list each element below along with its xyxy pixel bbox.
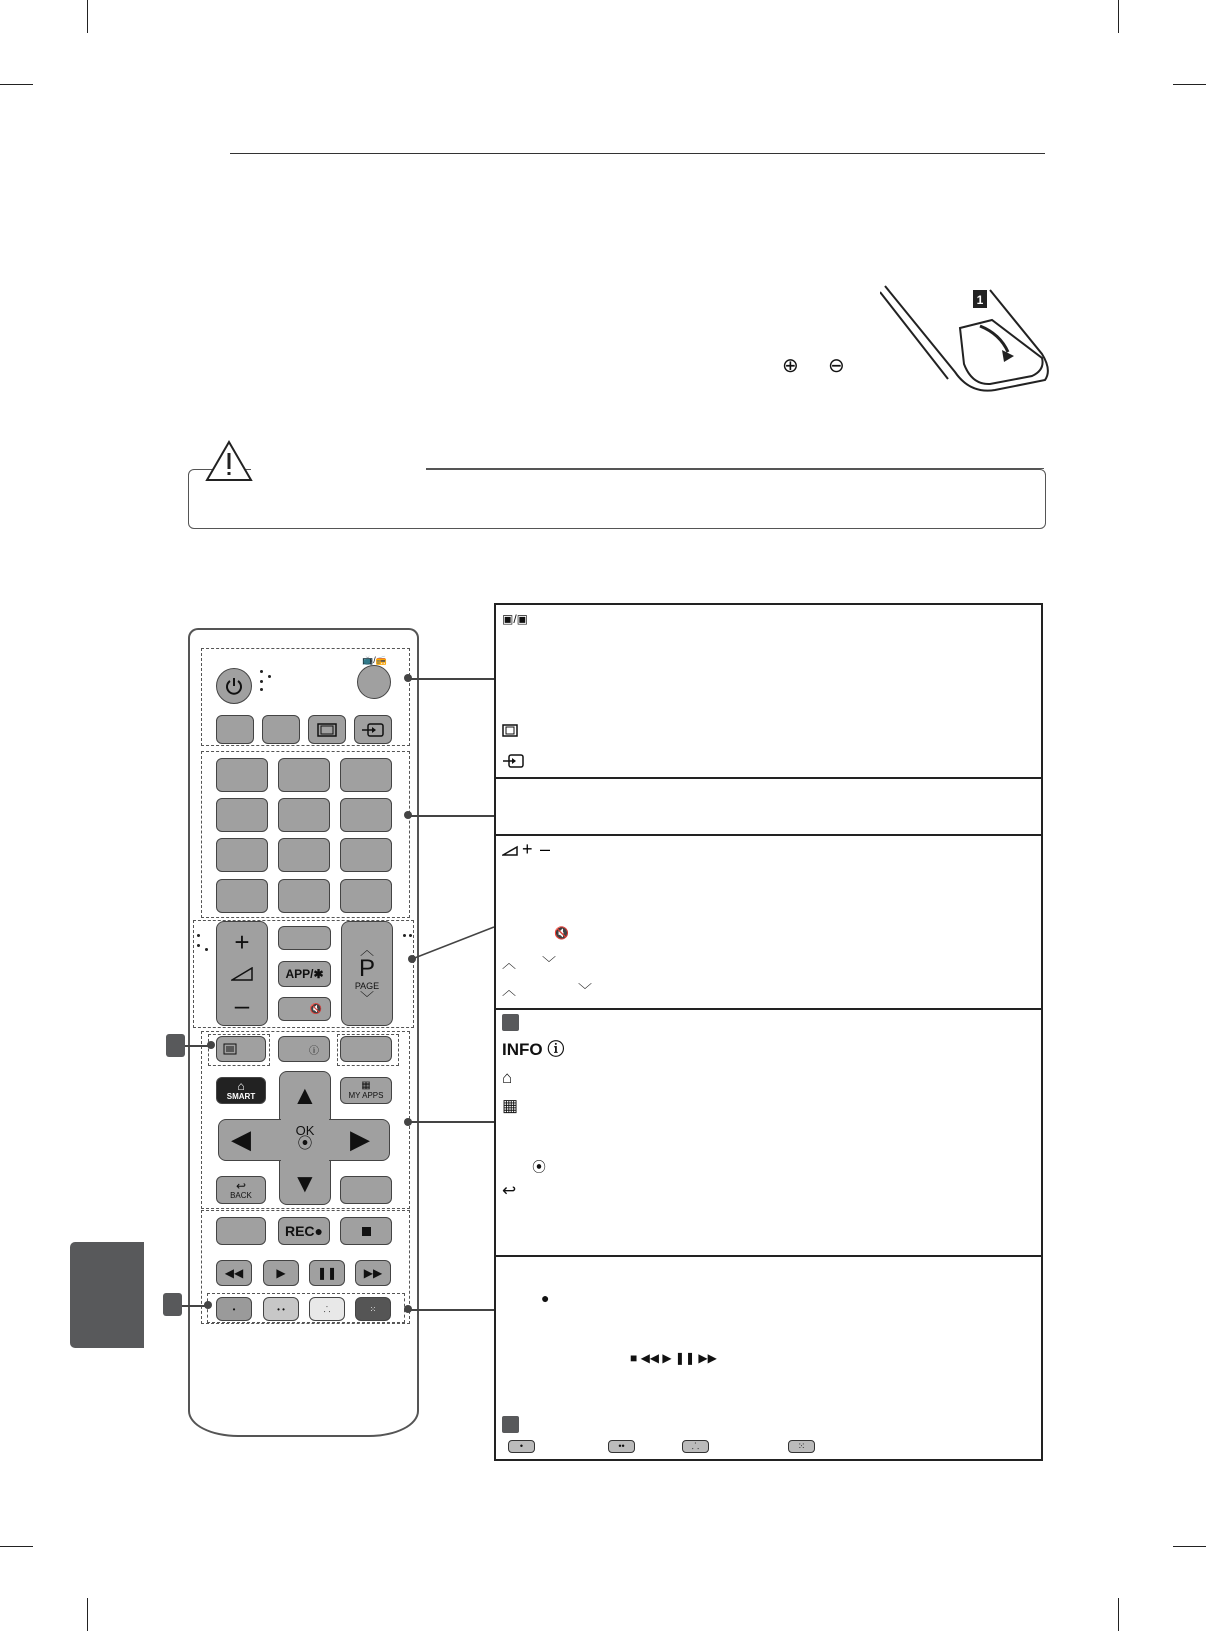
program-down-icon: ﹀	[542, 955, 556, 971]
caution-box	[188, 469, 1046, 529]
down-arrow-button[interactable]: ▼	[292, 1168, 318, 1198]
volume-down-icon: –	[234, 990, 250, 1020]
page-up-icon: ︿	[360, 941, 374, 958]
mute-button[interactable]	[278, 997, 331, 1021]
green-key[interactable]: • •	[263, 1297, 299, 1321]
crop-mark	[1173, 84, 1206, 85]
crop-mark	[0, 84, 33, 85]
power-button[interactable]	[216, 668, 252, 704]
volume-plus-minus-icon	[502, 841, 562, 857]
warning-icon	[205, 440, 253, 482]
myapps-button[interactable]: ▦ MY APPS	[340, 1077, 392, 1104]
number-key[interactable]	[216, 798, 268, 832]
volume-rocker[interactable]	[216, 921, 268, 1026]
up-arrow-button[interactable]: ▲	[292, 1080, 318, 1110]
smart-button[interactable]: ⌂ SMART	[216, 1077, 266, 1104]
power-icon	[225, 677, 243, 695]
page-rocker[interactable]	[341, 921, 393, 1026]
mute-icon: 🔇	[309, 1003, 322, 1015]
remote-key-playback-left[interactable]	[216, 1217, 266, 1245]
minus-terminal-icon: ⊖	[828, 355, 845, 377]
yellow-key[interactable]: ⸫	[309, 1297, 345, 1321]
number-key[interactable]	[278, 838, 330, 872]
program-up-icon: ︿	[502, 955, 516, 971]
number-key[interactable]	[278, 798, 330, 832]
svg-text:1: 1	[976, 293, 984, 307]
teletext-button[interactable]	[216, 1036, 266, 1062]
blue-key-icon: ⁙	[788, 1440, 815, 1453]
chapter-tab	[70, 1242, 144, 1348]
teletext-icon	[223, 1043, 237, 1055]
marker-color-keys	[163, 1293, 182, 1316]
apps-grid-icon: ▦	[502, 1096, 519, 1115]
info-button[interactable]	[278, 1036, 330, 1062]
description-panel	[494, 603, 1043, 1461]
header-rule	[230, 153, 1045, 154]
play-icon: ▶	[276, 1266, 286, 1280]
number-key[interactable]	[340, 798, 392, 832]
rewind-button[interactable]	[216, 1260, 252, 1286]
number-key[interactable]	[216, 838, 268, 872]
page-letter: P	[358, 954, 375, 982]
page-up-icon: ︿	[502, 982, 516, 998]
tv-rad-label: 📺/📻	[362, 655, 387, 665]
input-icon	[502, 754, 524, 768]
crop-mark	[87, 1598, 88, 1631]
input-icon	[361, 722, 385, 738]
volume-up-icon: +	[234, 927, 250, 957]
blue-key[interactable]: ⁙	[355, 1297, 391, 1321]
ok-icon: ⦿	[297, 1135, 313, 1152]
svg-text:–: –	[540, 841, 551, 857]
left-arrow-button[interactable]: ◀	[231, 1124, 251, 1154]
tv-rad-icon: ▣/▣	[502, 612, 529, 626]
home-icon: ⌂	[237, 1079, 245, 1093]
pause-button[interactable]	[309, 1260, 345, 1286]
plus-terminal-icon: ⊕	[782, 355, 799, 377]
back-button[interactable]: ↩ BACK	[216, 1176, 266, 1204]
number-key[interactable]	[340, 838, 392, 872]
crop-mark	[1118, 1598, 1119, 1631]
fast-forward-icon: ▶▶	[363, 1266, 383, 1280]
marker-teletext	[502, 1014, 519, 1031]
volume-icon	[231, 967, 253, 981]
ratio-icon	[316, 722, 338, 738]
battery-cover-illustration	[880, 284, 1050, 399]
input-button[interactable]	[354, 715, 392, 744]
remote-key-exit[interactable]	[340, 1176, 392, 1204]
rec-button[interactable]: REC●	[278, 1217, 330, 1245]
info-icon: ⓘ	[309, 1045, 319, 1057]
yellow-key-icon: ⸫	[682, 1440, 709, 1453]
green-key-icon: ••	[608, 1440, 635, 1453]
stop-button[interactable]	[340, 1217, 392, 1245]
tv-rad-button[interactable]	[357, 665, 391, 699]
number-key[interactable]	[278, 879, 330, 913]
ratio-button[interactable]	[308, 715, 346, 744]
app-button[interactable]: APP/✱	[278, 961, 331, 987]
number-key[interactable]	[340, 879, 392, 913]
home-icon: ⌂	[502, 1068, 513, 1087]
info-label: INFO ⓘ	[502, 1040, 565, 1059]
number-key[interactable]	[216, 758, 268, 792]
fast-forward-button[interactable]	[355, 1260, 391, 1286]
red-key[interactable]: •	[216, 1297, 252, 1321]
mute-icon: 🔇	[554, 926, 569, 940]
marker-teletext	[166, 1034, 185, 1057]
remote-key-1[interactable]	[216, 715, 254, 744]
crop-mark	[1118, 0, 1119, 33]
number-key[interactable]	[278, 758, 330, 792]
remote-key-mid[interactable]	[278, 926, 331, 950]
rec-dot-icon: ●	[541, 1290, 550, 1306]
pause-icon: ❚❚	[316, 1266, 338, 1280]
svg-text:+: +	[522, 841, 533, 857]
marker-color-keys	[502, 1416, 519, 1433]
remote-key-2[interactable]	[262, 715, 300, 744]
play-button[interactable]	[263, 1260, 299, 1286]
playback-controls-icon: ■ ◀◀ ▶ ❚❚ ▶▶	[630, 1351, 717, 1365]
back-icon: ↩	[235, 1178, 247, 1193]
number-key[interactable]	[216, 879, 268, 913]
page-label: PAGE	[354, 980, 380, 991]
crop-mark	[87, 0, 88, 33]
stop-icon	[362, 1227, 371, 1236]
page-down-icon: ﹀	[578, 982, 592, 998]
crop-mark	[1173, 1546, 1206, 1547]
right-arrow-button[interactable]: ▶	[350, 1124, 370, 1154]
page-down-icon: ﹀	[360, 989, 374, 1006]
ok-button[interactable]: OK ⦿	[295, 1123, 315, 1152]
back-icon: ↩	[502, 1181, 517, 1200]
rewind-icon: ◀◀	[224, 1266, 244, 1280]
ratio-icon	[502, 724, 518, 738]
red-key-icon: •	[508, 1440, 535, 1453]
number-key[interactable]	[340, 758, 392, 792]
apps-grid-icon: ▦	[361, 1080, 371, 1091]
remote-key-t-opt[interactable]	[340, 1036, 392, 1062]
crop-mark	[0, 1546, 33, 1547]
ok-icon: ⦿	[532, 1159, 546, 1175]
